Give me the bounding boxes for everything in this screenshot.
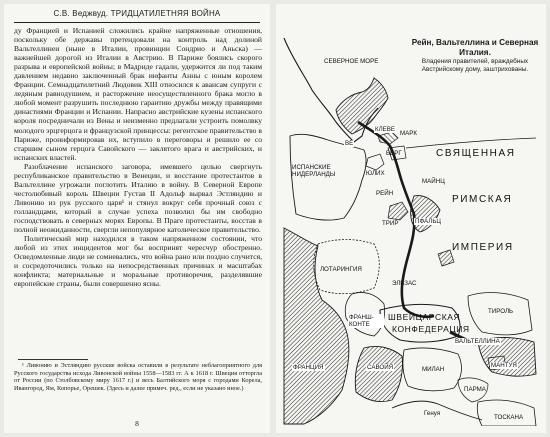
tuscany [477,400,536,426]
label-lorraine: ЛОТАРИНГИЯ [320,266,362,273]
savoy-hatch [355,346,402,401]
label-genoa: Генуя [424,410,441,417]
label-swiss-line2: КОНФЕДЕРАЦИЯ [392,324,470,334]
label-valtellina: ВАЛЬТЕЛЛИНА [455,338,500,345]
label-tuscany: ТОСКАНА [494,414,524,421]
label-pfalz: ПФАЛЬЦ [415,218,441,225]
running-head: С.В. Веджвуд. ТРИДЦАТИЛЕТНЯЯ ВОЙНА [53,9,221,18]
label-parma: ПАРМА [464,386,486,393]
label-north-sea: СЕВЕРНОЕ МОРЕ [324,58,379,65]
label-julich: ЮЛИХ [366,170,385,177]
map-page [276,4,546,433]
france-hatch [284,228,349,424]
label-trier: ТРИР [382,220,399,227]
footnote-text: ¹ Ливонию и Эстляндию русские войска оставили в результате неблагоприятного для Русского государства исхода Ливонской войны 1558—1583 гг. А к 1618 г. Швеция отторгла от России (по Столбовскому миру 1617 г.) и весь Балтийского моря с городами Корела, Ивангород, Ям, Копорье, Орешек. (Здесь и далее примеч. ред., если не указано иное.) [14,362,262,393]
label-franche-comte: ФРАНШ-КОНТЕ [348,314,384,328]
label-spanish-netherlands: ИСПАНСКИЕ НИДЕРЛАНДЫ [292,164,336,178]
paragraph: ду Францией и Испанией сложились крайне напряженные отношения, поскольку обе державы претендовали на контроль над долиной Вальтеллинеи (ныне в Италии, провинции Сондрио и Аньска) — важнейшей дорогой из Италии в Австрию. В Париже боялись скорого разрыва и европейской войны; в Мадриде гадали, удержится ли под таким давлением недавно заключенный брак инфанты Анны с юным королем Франции. Семнадцатилетний Людовик XIII относился к авансам супруги с ледяным равнодушием, и расторжение неосуществленного брака могло в любой момент разрушить последнюю гарантию дружбы между правящими династиями Франции и Испании. Напрасно австрийские кузены испанского короля посредничали из Вены и неизменно предлагали устроить помолвку молодого эрцгерцога и французской принцессы: регентское правительство в Париже, проинформировав их, вступило в переговоры и решило ее со старшим сыном герцога Савойского — заклятого врага и австрийских, и испанских властей. [14,26,262,162]
label-hre-line3: ИМПЕРИЯ [452,242,514,253]
body-text [14,26,262,288]
label-berg: БЕРГ [386,150,402,157]
label-rhine: РЕЙН [376,190,394,197]
historical-map [282,18,540,426]
label-milan: МИЛАН [422,366,445,373]
label-alsace: ЭЛЬЗАС [392,280,417,287]
label-hre-line1: СВЯЩЕННАЯ [436,148,516,159]
julich-territory [366,154,384,170]
label-savoy: САВОЙЯ [367,364,394,371]
footnote-rule [18,359,88,360]
label-mark: МАРК [400,130,418,137]
map-legend [410,38,540,73]
legend-note: Владения правителей, враждебных Австрийскому дому, заштрихованы. [421,58,529,73]
legend-title: Рейн, Вальтеллина и Северная Италия. [411,38,539,57]
page-number: 8 [135,419,139,428]
label-hre-line2: РИМСКАЯ [452,194,513,205]
paragraph: Разоблачение испанского заговора, имевшего целью свергнуть республиканское правительство в Венеции, и восстание протестантов в Вальтеллине угрожали поглотить Италию в войну. В Северной Европе честолюбивый король Швеции Густав II Адольф вырвал Эстляндию и Ливонию из рук русского царя¹ и стянул вокруг себя прочный союз с голландцами, который в случае успеха позволил бы им свободно господствовать в северных морях Европы. В Праге протестанты, восстав в полной неожиданности, свергли непопулярное католическое правительство. [14,161,262,235]
trier-hatch [388,202,408,220]
label-tirol: ТИРОЛЬ [488,308,514,315]
label-swiss-line1: ШВЕЙЦАРСКАЯ [388,312,461,322]
empire-boundary [406,138,536,148]
paragraph: Политический мир находился в таком напряженном состоянии, что любой из этих инцидентов мог бы воспринят чересчур обостренно. Осведомленные люди не сомневались, что война рано или поздно случится, и сосредоточились только на непосредственных причинах и масштабах конфликта; материальные и моральные противоречия, разделявшие европейские страны, были совершенно ясны. [14,234,262,289]
label-mainz: МАЙНЦ [422,178,445,185]
label-france: ФРАНЦИЯ [293,364,324,371]
label-ist: ВЕ [345,140,354,147]
text-page [4,4,270,433]
footnote [14,362,262,393]
label-mantua: МАНТУЯ [491,362,517,369]
label-cleves: КЛЕВЕ [375,126,396,133]
header-rule [14,22,260,23]
